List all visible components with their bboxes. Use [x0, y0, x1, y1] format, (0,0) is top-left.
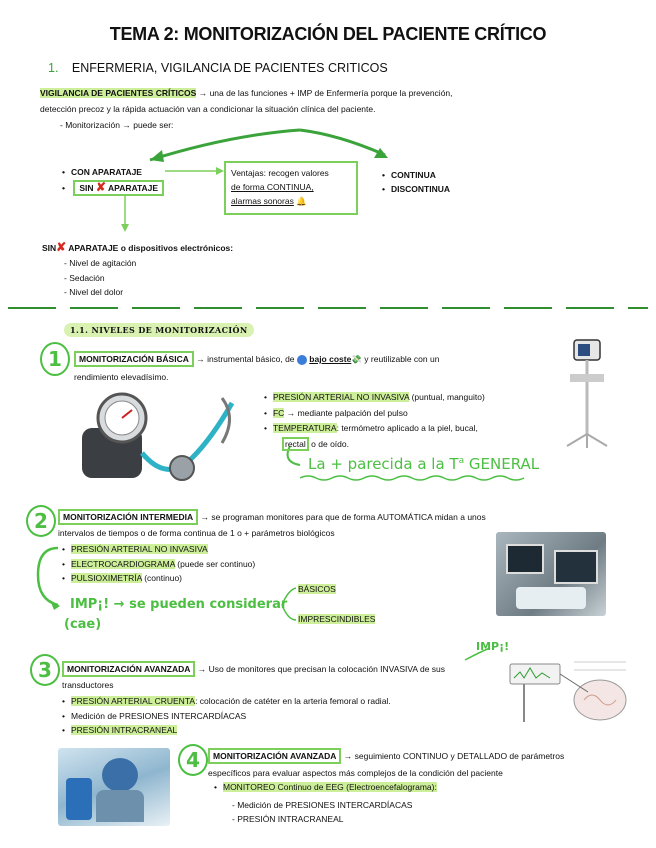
eeg-patient-photo: [58, 748, 170, 826]
advanced2-line-1: MONITORIZACIÓN AVANZADA → seguimiento CONTINUO y DETALLADO de parámetros: [208, 751, 564, 761]
level-3-number: 3: [30, 654, 60, 686]
intermediate-line-1: MONITORIZACIÓN INTERMEDIA → se programan monitores para que de forma AUTOMÁTICA midan a unos: [58, 512, 486, 522]
basic-line-1: MONITORIZACIÓN BÁSICA → instrumental básico, de bajo coste💸 y reutilizable con un: [74, 354, 439, 365]
ventajas-box: Ventajas: recogen valores de forma CONTINUA, alarmas sonoras 🔔: [224, 161, 358, 215]
intermediate-hand-note-2: (cae): [64, 617, 102, 632]
imprescindibles-label: IMPRESCINDIBLES: [298, 614, 376, 624]
intermediate-items: • PRESIÓN ARTERIAL NO INVASIVA • ELECTROCARDIOGRAMA (puede ser continuo) • PULSIOXIMETRÍA (continuo): [62, 542, 255, 586]
intro-highlight: VIGILANCIA DE PACIENTES CRÍTICOS: [40, 88, 197, 98]
money-icon: 💸: [351, 354, 362, 364]
advanced-line-1: MONITORIZACIÓN AVANZADA → Uso de monitores que precisan la colocación INVASIVA de sus: [62, 664, 445, 674]
advanced-line-2: transductores: [62, 680, 114, 690]
bell-icon: 🔔: [296, 196, 307, 206]
intermediate-hand-note: IMP¡! → se pueden considerar: [70, 597, 288, 612]
con-aparataje: • CON APARATAJE: [62, 167, 142, 177]
advanced2-sub: - Medición de PRESIONES INTERCARDÍACAS - PRESIÓN INTRACRANEAL: [232, 800, 413, 824]
sin-title: SIN✘ APARATAJE o dispositivos electrónicos:: [42, 240, 234, 254]
sphygmomanometer-image: [72, 388, 242, 488]
continua-list: • CONTINUA • DISCONTINUA: [382, 168, 450, 196]
level-2-number: 2: [26, 505, 56, 537]
intro-rest: → una de las funciones + IMP de Enfermería porque la prevención,: [198, 88, 453, 98]
sin-aparataje: • SIN ✘ APARATAJE: [62, 180, 164, 194]
cross-icon: ✘: [56, 240, 67, 254]
coin-icon: [297, 355, 307, 365]
advanced-imp-note: IMP¡!: [476, 640, 510, 653]
basic-line-2: rendimiento elevadísimo.: [74, 372, 169, 382]
level-4-number: 4: [178, 744, 208, 776]
section-title: ENFERMERIA, VIGILANCIA DE PACIENTES CRITICOS: [71, 61, 388, 75]
advanced-items: • PRESIÓN ARTERIAL CRUENTA: colocación de catéter en la arteria femoral o radial. • Medición de PRESIONES INTERCARDÍACAS • PRESIÓN INTRACRANEAL: [62, 694, 391, 738]
intro-line-2: detección precoz y la rápida actuación van a condicionar la situación clínica del paciente.: [40, 104, 376, 114]
monitor-stand-image: [552, 334, 622, 452]
monitor-line: - Monitorización → puede ser:: [60, 120, 174, 130]
advanced2-line-2: específicos para evaluar aspectos más complejos de la condición del paciente: [208, 768, 503, 778]
icp-diagram: [504, 656, 632, 726]
page-title: TEMA 2: MONITORIZACIÓN DEL PACIENTE CRÍTICO: [109, 24, 547, 44]
level-1-number: 1: [40, 342, 70, 376]
intermediate-line-2: intervalos de tiempos o de forma continua de 1 o + parámetros biológicos: [58, 528, 335, 538]
icu-monitor-photo: [496, 532, 606, 616]
basic-items: • PRESIÓN ARTERIAL NO INVASIVA (puntual, manguito) • FC → mediante palpación del pulso • TEMPERATURA: termómetro aplicado a la piel, bucal, rectal o de oído.: [264, 390, 485, 452]
basicos-label: BÁSICOS: [298, 584, 336, 594]
cross-icon: ✘: [95, 180, 106, 194]
section-number: 1.: [48, 61, 59, 75]
sin-list: - Nivel de agitación - Sedación - Nivel del dolor: [64, 258, 137, 297]
temp-hand-note: La + parecida a la $T^a$ GENERAL: [308, 455, 540, 473]
section-11-heading: 1.1. NIVELES DE MONITORIZACIÓN: [64, 325, 254, 335]
eeg-item: • MONITOREO Continuo de EEG (Electroencefalograma):: [214, 782, 437, 792]
